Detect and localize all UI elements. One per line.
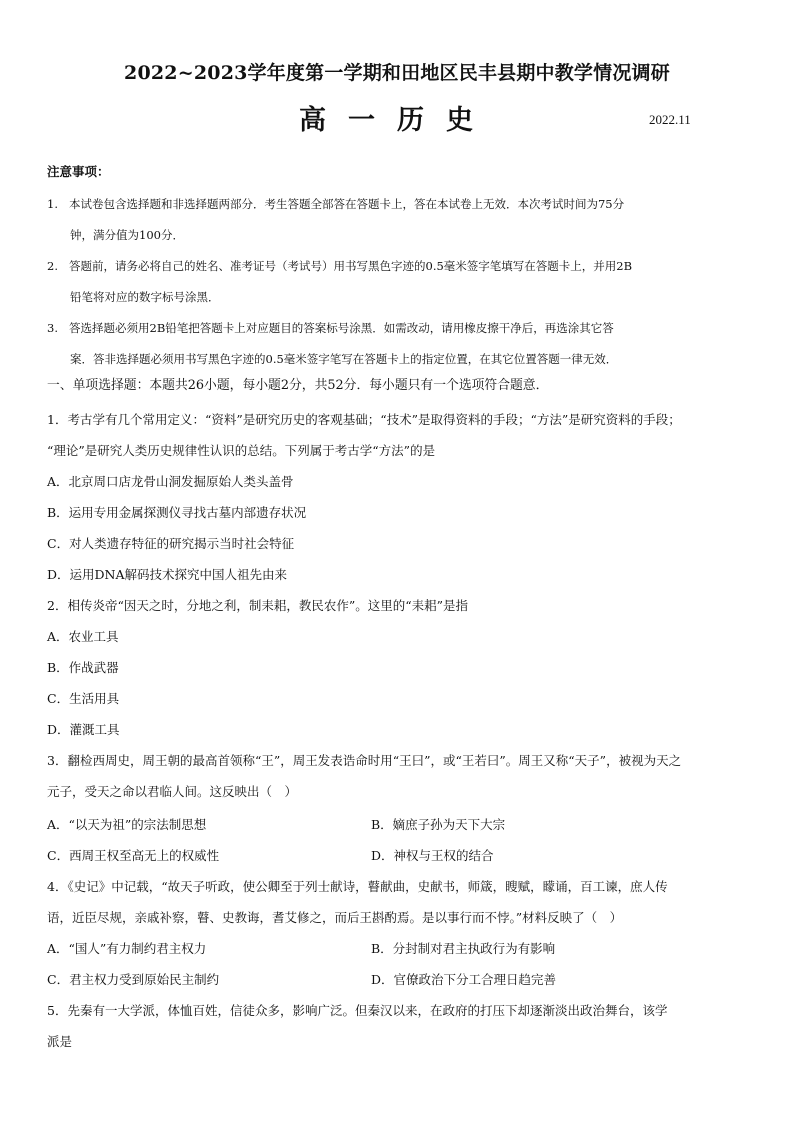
question-5-text: 5．先秦有一大学派，体恤百姓，信徒众多，影响广泛。但秦汉以来，在政府的打压下却逐渐淡出政治舞台，该学 [47,1003,668,1018]
question-3-option-c: C．西周王权至高无上的权威性 [47,848,220,863]
question-1-option-c: C．对人类遗存特征的研究揭示当时社会特征 [47,536,295,551]
note-item-3 [47,320,747,336]
notes-heading: 注意事项： [47,164,110,179]
question-4-option-a: A．“国人”有力制约君主权力 [47,941,207,956]
note-item-3-cont: 案．答非选择题必须用书写黑色字迹的0.5毫米签字笔写在答题卡上的指定位置，在其它位置答题一律无效． [70,352,618,366]
question-3-options-row-1 [47,815,747,833]
question-2-text: 2．相传炎帝“因天之时，分地之利，制耒耜，教民农作”。这里的“耒耜”是指 [47,598,469,613]
question-2-option-a: A．农业工具 [47,629,119,644]
question-3-option-b: B．嫡庶子孙为天下大宗 [371,817,506,832]
question-4-text: 4．《史记》中记载，“故天子听政，使公卿至于列士献诗，瞽献曲，史献书，师箴，瞍赋，矇诵，百工谏，庶人传 [47,879,668,894]
note-item-1-cont: 钟，满分值为100分． [70,228,184,242]
question-4-option-b: B．分封制对君主执政行为有影响 [371,941,556,956]
question-1-option-d: D．运用DNA解码技术探究中国人祖先由来 [47,567,288,582]
question-4-option-c: C．君主权力受到原始民主制约 [47,972,220,987]
question-2-option-c: C．生活用具 [47,691,120,706]
note-item-2-cont: 铅笔将对应的数字标号涂黑． [70,290,220,304]
question-3-option-a: A．“以天为祖”的宗法制思想 [47,817,207,832]
note-text: 答选择题必须用2B铅笔把答题卡上对应题目的答案标号涂黑．如需改动，请用橡皮擦干净后，再选涂其它答 [69,321,614,335]
note-number: 2. [47,259,58,273]
question-3-text: 3．翻检西周史，周王朝的最高首领称“王”，周王发表诰命时用“王曰”，或“王若曰”。周王又称“天子”，被视为天之 [47,753,682,768]
question-1-option-b: B．运用专用金属探测仪寻找古墓内部遗存状况 [47,505,307,520]
note-item-1 [47,196,747,212]
note-number: 3. [47,321,58,335]
question-3-options-row-2 [47,846,747,864]
exam-title: 2022~2023学年度第一学期和田地区民丰县期中教学情况调研 [124,62,670,84]
note-number: 1. [47,197,58,211]
question-2-option-d: D．灌溉工具 [47,722,120,737]
subject-title: 高一历史 [299,105,495,136]
question-4-option-d: D．官僚政治下分工合理日趋完善 [371,972,557,987]
question-4-options-row-2 [47,970,747,988]
question-5-text-cont: 派是 [47,1034,73,1049]
note-text: 答题前，请务必将自己的姓名、准考证号（考试号）用书写黑色字迹的0.5毫米签字笔填写在答题卡上，并用2B [69,259,633,273]
question-4-text-cont: 语，近臣尽规，亲戚补察，瞽、史教诲，耆艾修之，而后王斟酌焉。是以事行而不悖。”材料反映了（ ） [47,910,623,925]
question-3-option-d: D．神权与王权的结合 [371,848,494,863]
section-title: 一、单项选择题：本题共26小题，每小题2分，共52分．每小题只有一个选项符合题意． [47,378,549,393]
question-2-option-b: B．作战武器 [47,660,119,675]
note-item-2 [47,258,747,274]
note-text: 本试卷包含选择题和非选择题两部分．考生答题全部答在答题卡上，答在本试卷上无效．本次考试时间为75分 [69,197,625,211]
question-1-option-a: A．北京周口店龙骨山洞发掘原始人类头盖骨 [47,474,294,489]
exam-date: 2022.11 [649,112,691,127]
question-4-options-row-1 [47,939,747,957]
question-1-text: 1．考古学有几个常用定义：“资料”是研究历史的客观基础；“技术”是取得资料的手段；“方法”是研究资料的手段； [47,412,681,427]
question-3-text-cont: 元子，受天之命以君临人间。这反映出（ ） [47,784,298,799]
question-1-text-cont: “理论”是研究人类历史规律性认识的总结。下列属于考古学“方法”的是 [47,443,436,458]
